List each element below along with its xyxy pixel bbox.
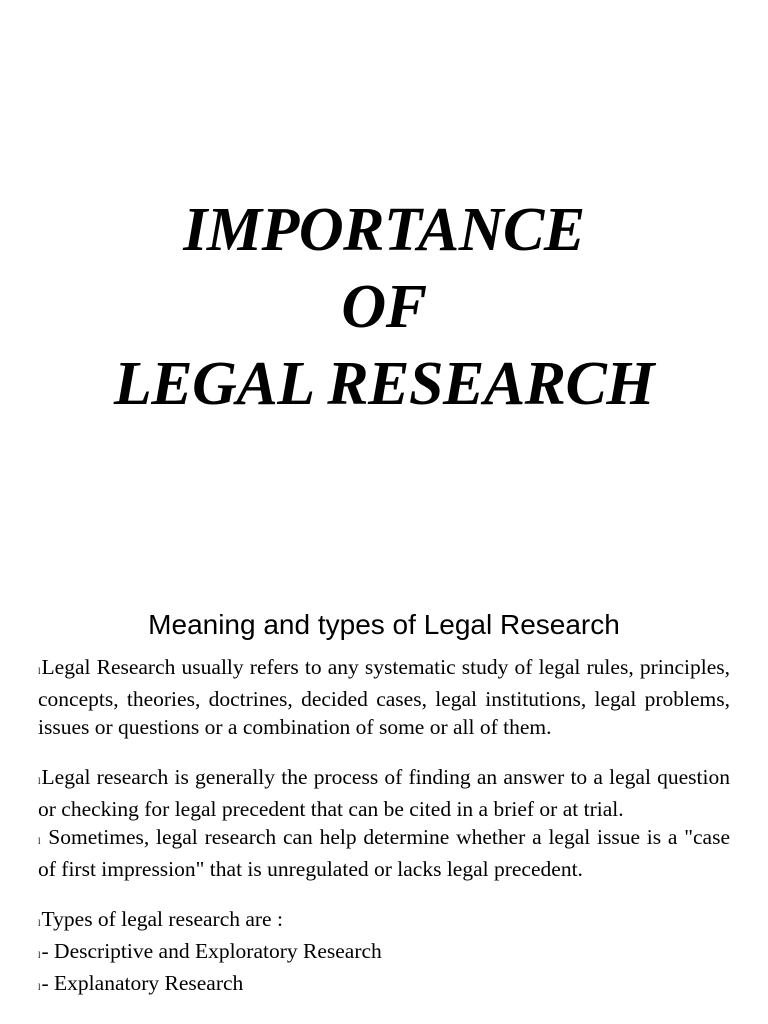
bullet-marker: l	[38, 776, 41, 786]
title-line-3: LEGAL RESEARCH	[113, 350, 655, 418]
list-item	[38, 969, 730, 1001]
bullet-marker: l	[38, 918, 41, 928]
paragraph-first-impression	[38, 823, 730, 883]
bullet-marker: l	[38, 982, 41, 992]
paragraph-text: Legal research is generally the process of finding an answer to a legal question or checking for legal precedent that can be cited in a brief or at trial.	[38, 765, 730, 821]
bullet-marker: l	[38, 836, 41, 846]
paragraph-text: Sometimes, legal research can help determine whether a legal issue is a "case of first impression" that is unregulated or lacks legal precedent.	[38, 825, 730, 881]
paragraph-text: Types of legal research are :	[41, 907, 283, 931]
paragraph-types-intro	[38, 905, 730, 937]
body-content	[38, 653, 730, 1001]
bullet-marker: l	[38, 950, 41, 960]
list-item-text: - Descriptive and Exploratory Research	[41, 939, 382, 963]
title-line-1: IMPORTANCE	[183, 196, 585, 264]
list-item	[38, 937, 730, 969]
section-heading: Meaning and types of Legal Research	[148, 609, 620, 640]
list-item-text: - Explanatory Research	[41, 971, 244, 995]
paragraph-definition	[38, 653, 730, 741]
title-line-2: OF	[341, 273, 427, 341]
paragraph-process	[38, 763, 730, 823]
paragraph-text: Legal Research usually refers to any systematic study of legal rules, principles, concepts, theories, doctrines, decided cases, legal institutions, legal problems, issues or questions or a combination of some or all of them.	[38, 655, 730, 739]
document-title	[0, 192, 768, 423]
bullet-marker: l	[38, 666, 41, 676]
